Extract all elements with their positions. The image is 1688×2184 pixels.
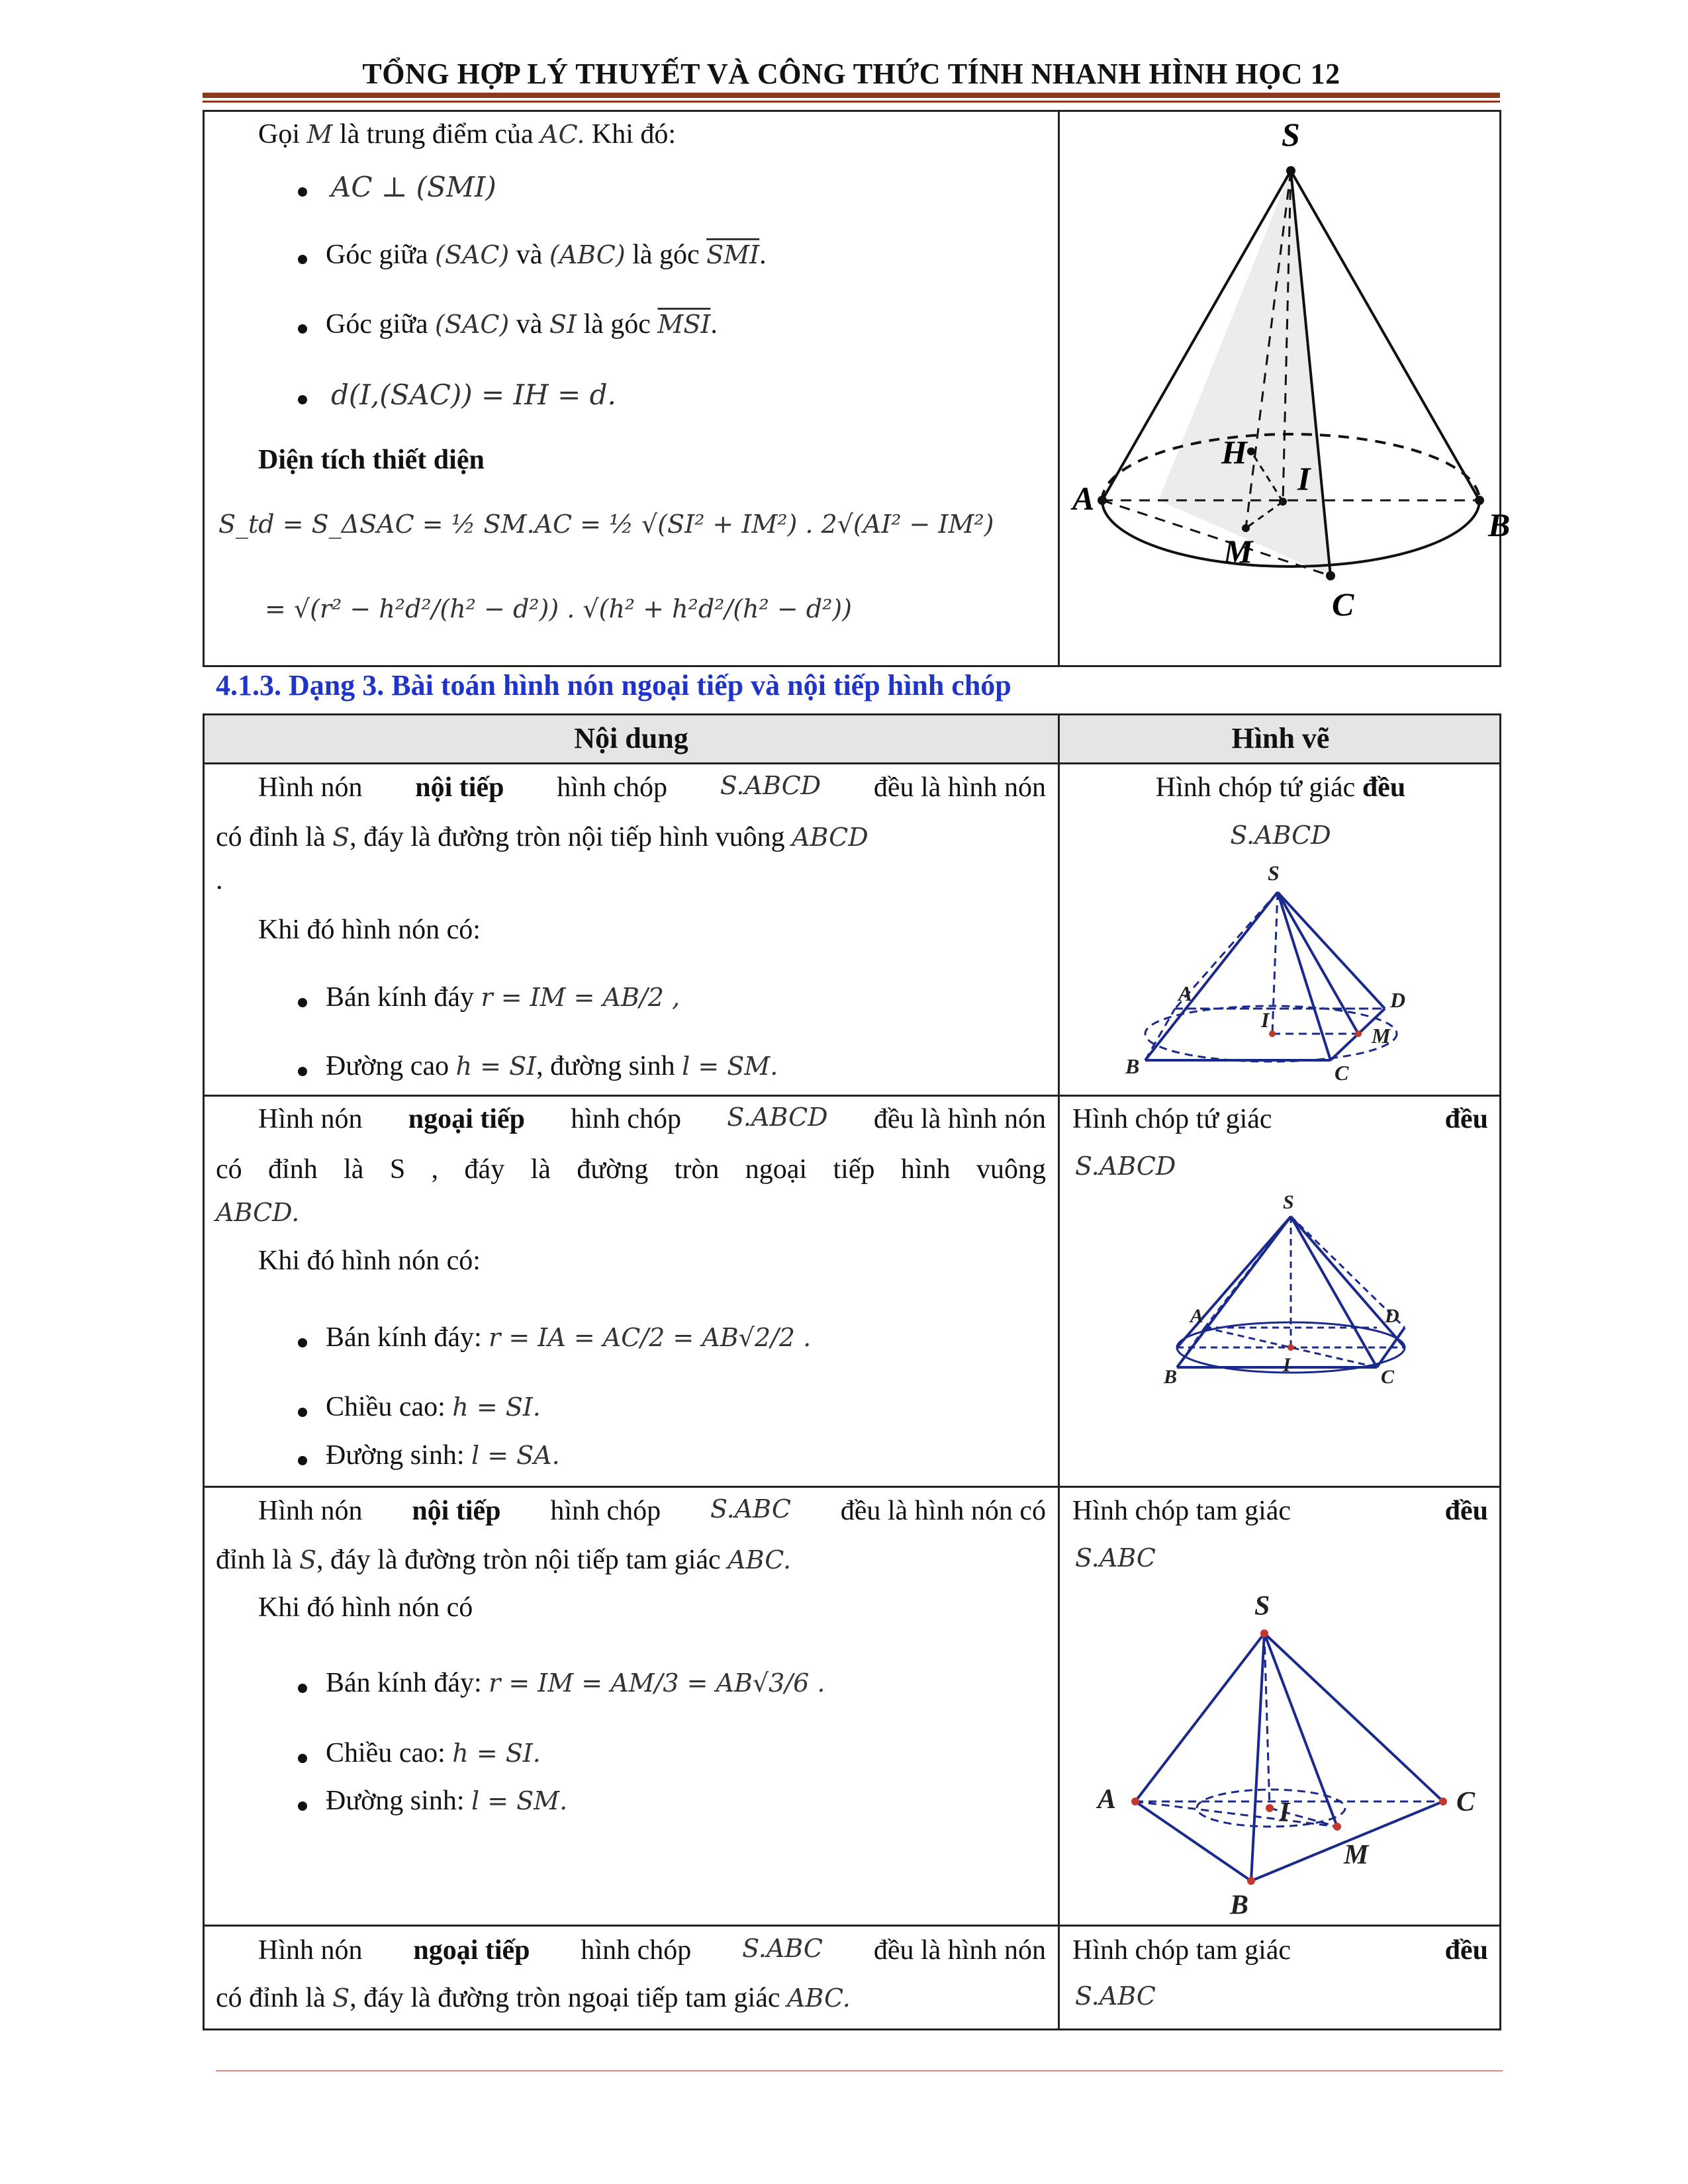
bullet [298,1754,307,1763]
row3-keyword: nội tiếp [412,1496,501,1526]
row2-line4: Khi đó hình nón có: [258,1246,481,1276]
row2-figure-name: S.ABCD [1075,1152,1176,1181]
intro-mid: là trung điểm của [339,119,534,150]
point-c [1326,571,1335,580]
row3-triangle: ABC. [727,1545,792,1574]
point-a [1131,1797,1139,1805]
row3-height-label: Chiều cao: [326,1738,445,1768]
row1-slant-formula: l = SM. [682,1052,778,1081]
row-divider [203,1925,1501,1927]
row1-text: hình chóp [557,772,667,803]
angle2-value: $\overline{MSI}$ [657,310,711,339]
row1-figure-caption [1060,771,1501,804]
row1-line3: . [216,865,223,895]
row1-line1 [258,771,1046,804]
point-s [1286,166,1295,175]
row3-bullet3 [326,1784,567,1817]
section-triangle-fill [1158,171,1331,576]
row2-figure-caption [1072,1103,1488,1136]
row3-bullet1 [326,1666,825,1700]
edge-sc [1291,1216,1377,1367]
angle1-text-a: Góc giữa [326,240,428,270]
label-m: M [1344,1840,1369,1870]
point-b [1475,496,1484,505]
row2-text: đều là hình nón [873,1104,1046,1134]
label-c: C [1456,1787,1476,1817]
label-s: S [1283,1191,1294,1213]
edge-sb [1251,1633,1264,1881]
row4-figure-name: S.ABC [1075,1981,1156,2011]
row1-square: ABCD [792,823,868,852]
row4-text: , đáy là đường tròn ngoại tiếp tam giác [350,1983,780,2013]
label-d: D [1390,988,1406,1012]
row1-text: đều là hình nón [873,772,1046,803]
row4-keyword: ngoại tiếp [413,1935,530,1966]
top-block-divider [1058,110,1060,667]
point-c [1439,1797,1447,1805]
row4-caption-bold: đều [1444,1935,1488,1966]
point-i [1288,1344,1294,1351]
row2-radius-formula: r = IA = AC/2 = AB√2/2 . [489,1323,812,1352]
row1-vertex: S [332,823,350,852]
angle1-plane-abc: (ABC) [549,240,626,269]
point-s [1260,1629,1268,1637]
row4-line1 [258,1934,1046,1967]
row1-bullet1 [326,981,680,1014]
area-title: Diện tích thiết diện [258,445,485,475]
label-i: I [1279,1797,1290,1828]
row2-radius-label: Bán kính đáy: [326,1322,482,1353]
row3-caption-bold: đều [1444,1496,1488,1526]
row1-line4: Khi đó hình nón có: [258,915,481,945]
row2-slant-formula: l = SA. [471,1441,560,1470]
row4-triangle: ABC. [786,1983,851,2013]
edge-sc [1278,892,1331,1060]
label-c: C [1381,1366,1395,1388]
bullet [298,1801,307,1811]
row1-caption-bold: đều [1362,772,1406,803]
row2-pyramid-figure [1158,1191,1423,1390]
row3-bullet2 [326,1737,541,1770]
row2-caption-bold: đều [1444,1104,1488,1134]
row-divider [203,1486,1501,1488]
row3-line1 [258,1494,1046,1527]
row1-pyramid: S.ABCD [720,771,821,800]
row2-line2: có đỉnh là S , đáy là đường tròn ngoại tiếp hình vuông [216,1154,1046,1185]
row4-figure-caption [1072,1934,1488,1967]
label-b: B [1125,1054,1140,1078]
row2-keyword: ngoại tiếp [408,1104,525,1134]
row3-text: , đáy là đường tròn nội tiếp tam giác [316,1545,721,1575]
row3-slant-label: Đường sinh: [326,1786,465,1816]
row3-line3: Khi đó hình nón có [258,1592,473,1623]
row3-radius-formula: r = IM = AM/3 = AB√3/6 . [489,1668,825,1698]
label-c: C [1332,586,1354,623]
point-m [1333,1823,1341,1831]
row2-text: Hình nón [258,1104,363,1134]
label-a: A [1190,1305,1204,1327]
row1-text: Hình nón [258,772,363,803]
label-s: S [1268,861,1280,885]
row1-caption-text: Hình chóp tứ giác [1155,772,1356,803]
edge-sc [1264,1633,1443,1801]
row4-vertex: S [332,1983,350,2013]
row3-figure-caption [1072,1494,1488,1527]
label-a: A [1178,981,1193,1005]
page-title: TỔNG HỢP LÝ THUYẾT VÀ CÔNG THỨC TÍNH NHANH HÌNH HỌC 12 [362,58,1340,90]
header-rule-thick [203,93,1500,98]
label-b: B [1230,1890,1249,1921]
row-divider [203,1095,1501,1097]
angle1-value: $\overline{SMI}$ [706,240,760,269]
point-m [1355,1030,1362,1037]
angle2-dot: . [710,309,718,340]
line-sm [1278,892,1358,1034]
row1-slant-label: , đường sinh [536,1051,675,1081]
row1-text: có đỉnh là [216,822,326,852]
row2-text: hình chóp [571,1104,681,1134]
bullet [298,1456,307,1465]
bullet [298,1684,307,1693]
header-rule-thin [203,101,1500,103]
label-d: D [1385,1305,1399,1327]
row3-vertex: S [299,1545,317,1574]
area-formula-line-2: = √(r² − h²d²/(h² − d²)) . √(h² + h²d²/(h² − d²)) [265,594,852,623]
row4-text: đều là hình nón [873,1935,1046,1966]
row3-line2 [216,1543,791,1576]
area-formula-line-1: S_td = S_ΔSAC = ½ SM.AC = ½ √(SI² + IM²) . 2√(AI² − IM²) [218,510,994,539]
angle-statement-1 [326,238,767,271]
row3-text: hình chóp [550,1496,661,1526]
label-m: M [1372,1024,1391,1048]
edge-sa [1135,1633,1264,1801]
cone-cross-section-figure [1072,113,1511,662]
row2-height-label: Chiều cao: [326,1392,445,1422]
bullet [298,255,307,264]
row2-line1 [258,1103,1046,1136]
row2-height-formula: h = SI. [452,1392,541,1422]
intro-ac: AC. [540,120,585,149]
bullet [298,1067,307,1076]
row4-line2 [216,1981,851,2015]
row2-pyramid: S.ABCD [727,1103,828,1132]
point-b [1247,1877,1255,1885]
label-m: M [1223,533,1253,570]
row3-text: đều là hình nón có [840,1496,1046,1526]
edge-sd [1278,892,1385,1009]
label-a: A [1098,1784,1117,1815]
row4-pyramid: S.ABC [742,1934,823,1963]
row3-figure-name: S.ABC [1075,1543,1156,1572]
distance-statement: d(I,(SAC)) = IH = d. [331,379,616,411]
row1-line2 [216,821,868,854]
row4-text: hình chóp [581,1935,692,1966]
edge-sb [1145,892,1278,1060]
angle1-dot: . [759,240,767,270]
row4-text: có đỉnh là [216,1983,326,2013]
label-i: I [1261,1008,1270,1032]
row1-figure-name: S.ABCD [1230,821,1331,850]
label-b: B [1488,506,1511,543]
row2-slant-label: Đường sinh: [326,1440,465,1471]
point-m [1242,524,1250,532]
angle1-text-c: và [516,240,543,270]
intro-line [258,118,676,151]
row3-radius-label: Bán kính đáy: [326,1668,482,1698]
bullet [298,998,307,1007]
row2-caption-text: Hình chóp tứ giác [1072,1104,1272,1134]
row1-text: , đáy là đường tròn nội tiếp hình vuông [350,822,785,852]
bullet [298,1408,307,1417]
bullet [298,1338,307,1347]
perpendicular-statement: AC ⊥ (SMI) [331,171,496,203]
row1-pyramid-figure [1125,860,1443,1092]
row3-caption-text: Hình chóp tam giác [1072,1496,1291,1526]
intro-post: Khi đó: [591,119,677,150]
row2-bullet1 [326,1321,811,1354]
point-h [1247,447,1255,455]
row-divider [203,762,1501,764]
row1-height-formula: h = SI [455,1052,537,1081]
bullet [298,187,307,197]
label-b: B [1164,1366,1178,1388]
table-column-divider [1058,713,1060,2030]
row1-bullet2 [326,1050,778,1083]
angle2-plane-sac: (SAC) [435,310,510,339]
label-c: C [1335,1061,1349,1085]
row3-text: Hình nón [258,1496,363,1526]
column-header-figure: Hình vẽ [1231,722,1330,754]
row3-pyramid-figure [1086,1582,1496,1919]
row4-caption-text: Hình chóp tam giác [1072,1935,1291,1966]
label-i: I [1283,1354,1291,1376]
angle2-line-si: SI [549,310,577,339]
label-s: S [1254,1591,1270,1621]
label-s: S [1282,116,1300,153]
footer-rule [216,2070,1503,2071]
label-i: I [1297,460,1311,497]
angle-statement-2 [326,308,718,341]
angle1-plane-sac: (SAC) [435,240,510,269]
row1-radius-formula: r = IM = AB/2 , [481,983,680,1012]
line-si [1272,892,1278,1034]
column-header-content: Nội dung [574,722,688,754]
angle2-text-e: là góc [583,309,651,340]
point-i [1269,1030,1276,1037]
point-i [1266,1804,1274,1812]
bullet [298,395,307,404]
height-si [1264,1633,1270,1808]
intro-pre: Gọi [258,119,300,150]
line-sm [1264,1633,1337,1827]
row3-height-formula: h = SI. [452,1739,541,1768]
row3-pyramid: S.ABC [710,1494,791,1524]
row3-text: đỉnh là [216,1545,293,1575]
row1-height-label: Đường cao [326,1051,449,1081]
bullet [298,324,307,334]
row3-slant-formula: l = SM. [471,1786,568,1815]
angle2-text-c: và [516,309,543,340]
point-a [1098,496,1107,505]
row1-radius-label: Bán kính đáy [326,982,474,1013]
section-title: 4.1.3. Dạng 3. Bài toán hình nón ngoại tiếp và nội tiếp hình chóp [216,669,1011,702]
row4-text: Hình nón [258,1935,363,1966]
row2-line3: ABCD. [216,1198,300,1227]
row2-bullet2 [326,1390,541,1424]
angle1-text-e: là góc [632,240,700,270]
angle2-text-a: Góc giữa [326,309,428,340]
label-a: A [1072,480,1095,517]
intro-var: M [306,120,333,149]
row1-keyword: nội tiếp [415,772,504,803]
row2-bullet3 [326,1439,560,1472]
label-h: H [1221,433,1247,471]
point-i [1279,498,1287,506]
